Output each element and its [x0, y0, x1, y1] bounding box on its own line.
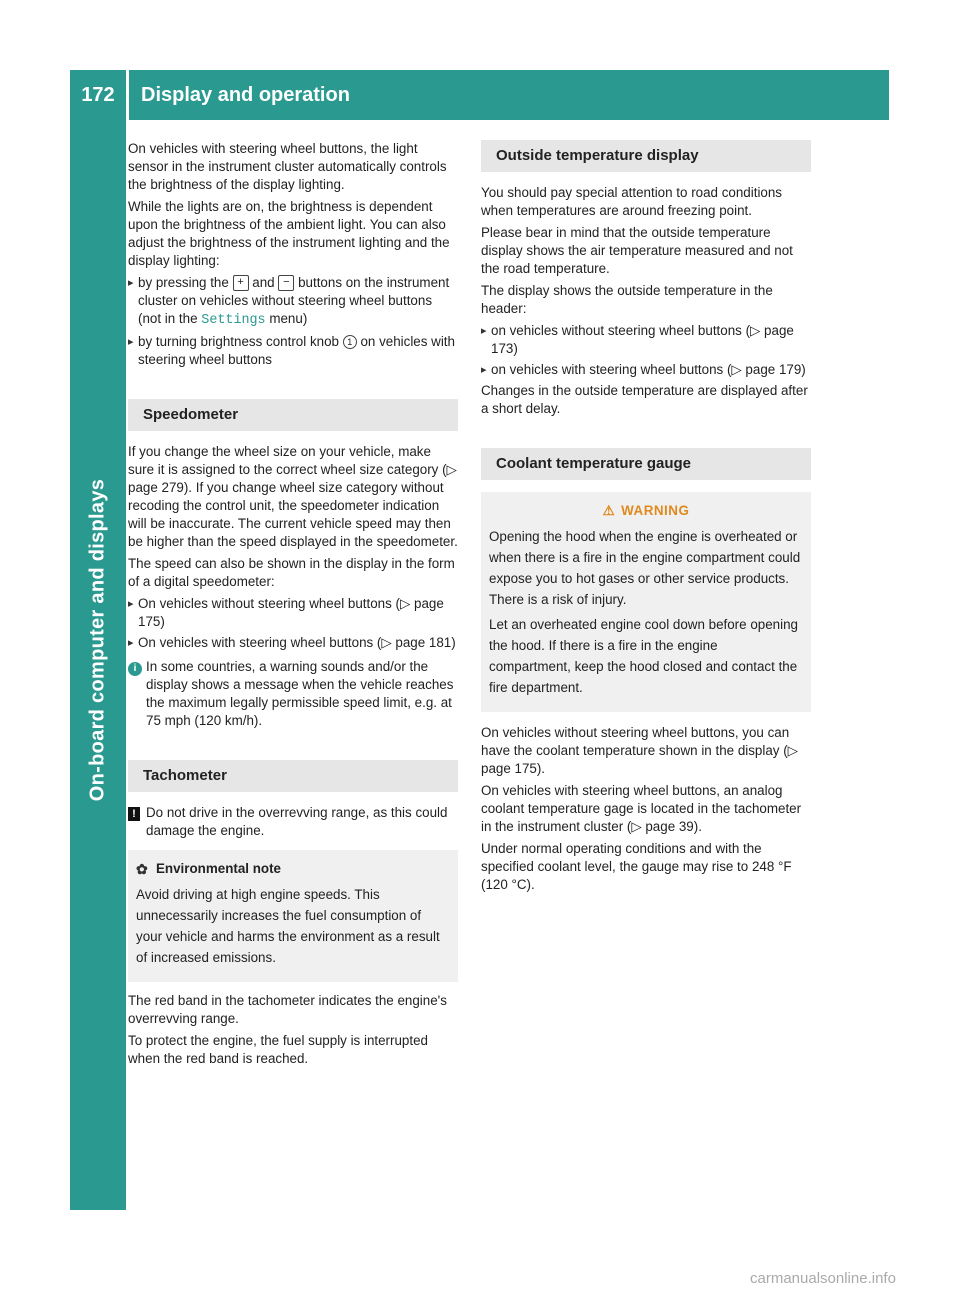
paragraph: On vehicles with steering wheel buttons, the light sensor in the instrument cluster automatically controls the brightness of the display lighting.	[128, 141, 447, 192]
caution-note-text: Do not drive in the overrevving range, as this could damage the engine.	[146, 805, 448, 838]
watermark: carmanualsonline.info	[750, 1270, 896, 1287]
right-column	[481, 140, 811, 898]
plus-button-icon: +	[233, 275, 249, 291]
section-heading-coolant: Coolant temperature gauge	[481, 448, 811, 480]
chapter-sidebar	[70, 70, 126, 1210]
paragraph: Under normal operating conditions and with the specified coolant level, the gauge may rise to 248 °F (120 °C).	[481, 841, 792, 892]
warning-box	[481, 492, 811, 712]
text-span: menu)	[269, 311, 308, 326]
paragraph: The red band in the tachometer indicates the engine's overrevving range.	[128, 993, 447, 1026]
paragraph: Please bear in mind that the outside temperature display shows the air temperature measured and not the road temperature.	[481, 225, 793, 276]
caution-icon: !	[128, 807, 140, 821]
caution-note	[128, 804, 458, 840]
info-note-text: In some countries, a warning sounds and/or the display shows a message when the vehicle reaches the maximum legally permissible speed limit, e.g. at 75 mph (120 km/h).	[146, 659, 454, 728]
list-item: ▸ on vehicles without steering wheel buttons (▷ page 173)	[481, 322, 811, 358]
section-title: Display and operation	[141, 83, 350, 106]
page-number: 172	[81, 83, 115, 106]
paragraph: On vehicles without steering wheel buttons, you can have the coolant temperature shown in the display (▷ page 175).	[481, 725, 798, 776]
text-span: and	[252, 275, 275, 290]
environmental-note-title: Environmental note	[156, 861, 281, 876]
paragraph: The speed can also be shown in the display in the form of a digital speedometer:	[128, 556, 455, 589]
warning-triangle-icon: ⚠	[602, 503, 616, 518]
environmental-note-text: Avoid driving at high engine speeds. This unnecessarily increases the fuel consumption of your vehicle and harms the environment as a result of increased emissions.	[136, 887, 440, 965]
settings-menu-term: Settings	[201, 313, 266, 328]
bullet-list	[481, 322, 811, 379]
paragraph: You should pay special attention to road conditions when temperatures are around freezing point.	[481, 185, 783, 218]
list-item: ▸ On vehicles with steering wheel buttons (▷ page 181)	[128, 634, 458, 652]
paragraph: If you change the wheel size on your vehicle, make sure it is assigned to the correct wheel size category (▷ page 279). If you change wheel size category without recoding the control unit, the speedometer indication will be inaccurate. The current vehicle speed may then be higher than the speed displayed in the speedometer.	[128, 444, 458, 549]
environmental-note-box	[128, 850, 458, 982]
page-header	[70, 70, 889, 120]
minus-button-icon: −	[278, 275, 294, 291]
leaf-icon: ✿	[136, 861, 148, 877]
warning-text: Let an overheated engine cool down before opening the hood. If there is a fire in the engine compartment, keep the hood closed and contact the fire department.	[489, 617, 798, 695]
text-span: buttons on the instrument cluster on vehicles without steering wheel buttons (not in the	[138, 275, 450, 326]
list-item: ▸ on vehicles with steering wheel buttons (▷ page 179)	[481, 361, 811, 379]
warning-text: Opening the hood when the engine is overheated or when there is a fire in the engine compartment could expose you to hot gases or other service products. There is a risk of injury.	[489, 529, 801, 607]
text-span: by pressing the	[138, 275, 229, 290]
bullet-list	[128, 274, 458, 369]
info-icon: i	[128, 662, 142, 676]
paragraph: To protect the engine, the fuel supply is interrupted when the red band is reached.	[128, 1033, 428, 1066]
section-heading-outside-temperature: Outside temperature display	[481, 140, 811, 172]
list-item	[128, 274, 458, 330]
list-item: ▸ On vehicles without steering wheel buttons (▷ page 175)	[128, 595, 458, 631]
text-span: by turning brightness control knob	[138, 334, 339, 349]
chapter-title: On-board computer and displays	[86, 478, 109, 802]
paragraph: The display shows the outside temperature in the header:	[481, 283, 773, 316]
section-heading-tachometer: Tachometer	[128, 760, 458, 792]
paragraph: On vehicles with steering wheel buttons, an analog coolant temperature gage is located in the tachometer in the instrument cluster (▷ page 39).	[481, 783, 802, 834]
bullet-list	[128, 595, 458, 652]
info-note	[128, 658, 458, 730]
paragraph: Changes in the outside temperature are displayed after a short delay.	[481, 383, 808, 416]
knob-callout-icon: 1	[343, 335, 357, 349]
paragraph: While the lights are on, the brightness is dependent upon the brightness of the ambient light. You can also adjust the brightness of the instrument lighting and the display lighting:	[128, 199, 450, 268]
warning-label: WARNING	[621, 503, 690, 518]
left-column	[128, 140, 458, 1072]
text-span: on vehicles with steering wheel buttons	[138, 334, 455, 367]
section-heading-speedometer: Speedometer	[128, 399, 458, 431]
list-item	[128, 333, 458, 369]
